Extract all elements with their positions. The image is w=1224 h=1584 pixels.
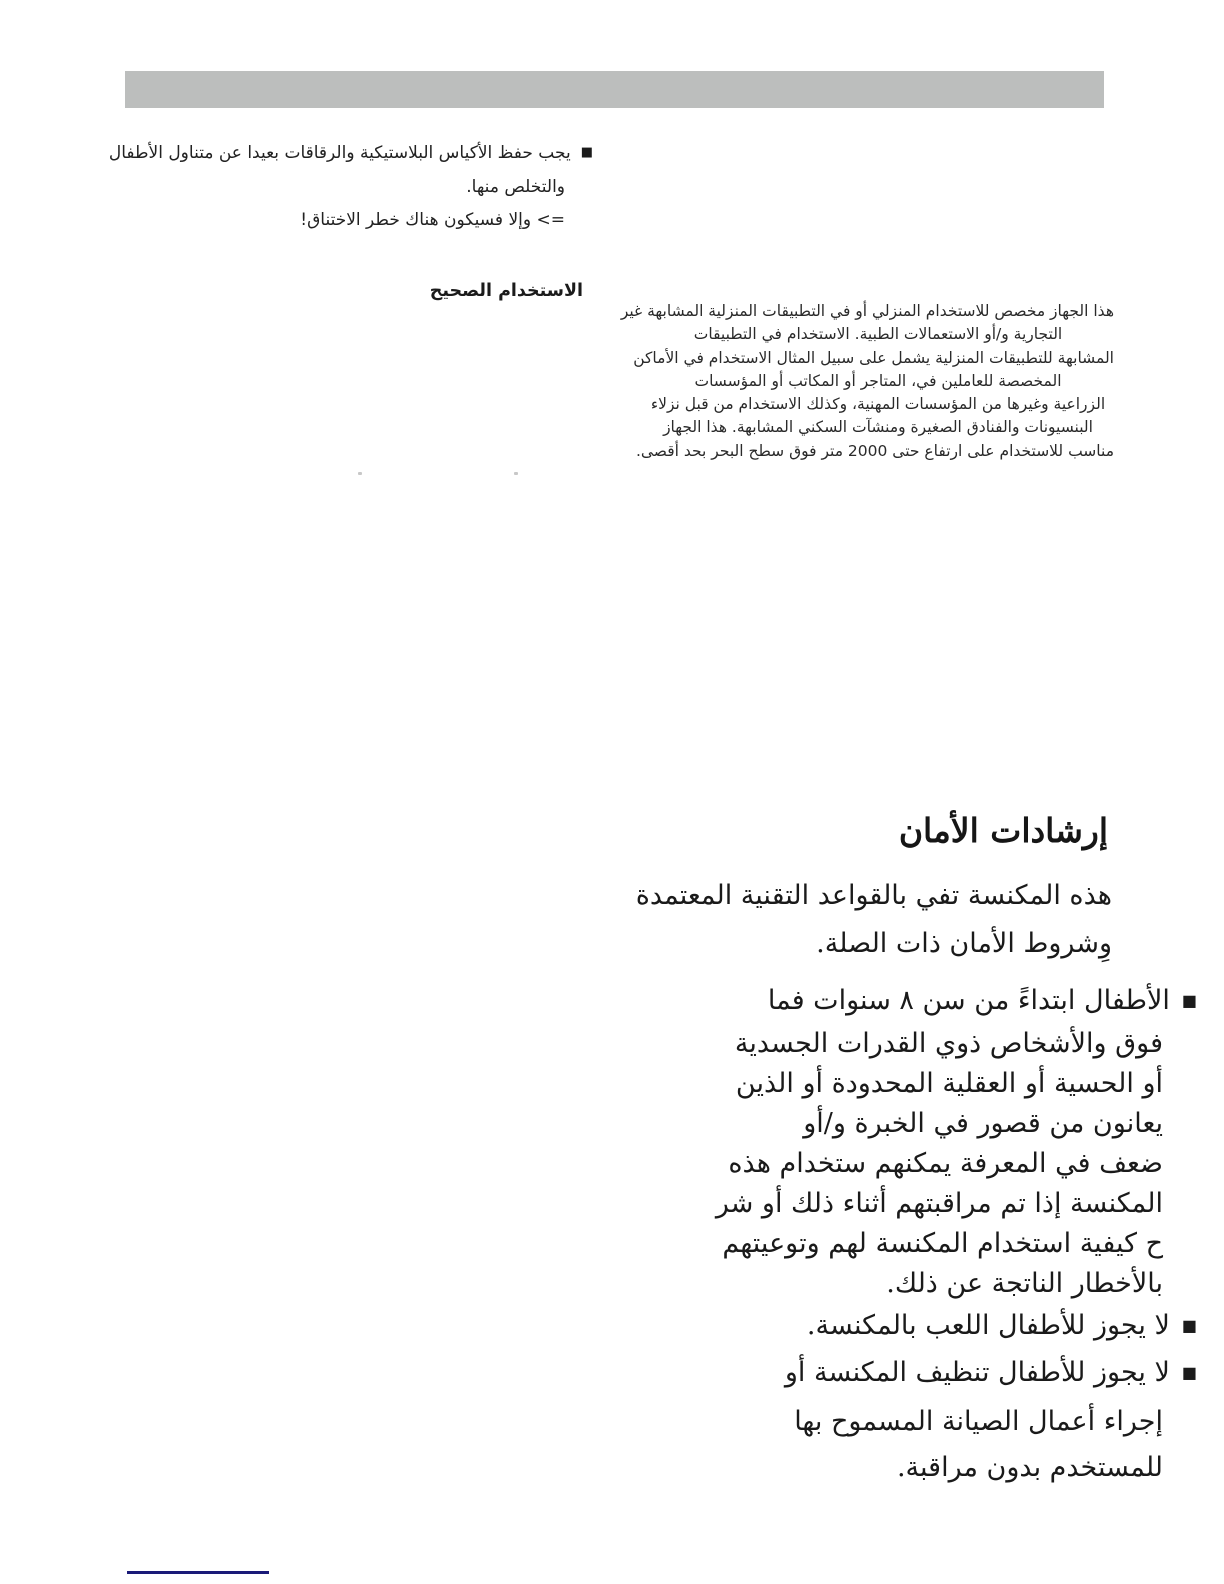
list-item-line: إجراء أعمال الصيانة المسموح بها — [794, 1406, 1163, 1437]
list-item-line — [557, 1350, 1197, 1399]
proper-use-paragraph — [620, 300, 1114, 463]
warning-line: والتخلص منها. — [466, 177, 565, 197]
safety-intro-paragraph — [552, 872, 1112, 968]
paragraph-line: هذا الجهاز مخصص للاستخدام المنزلي أو في التطبيقات المنزلية المشابهة غير — [620, 302, 1114, 320]
paragraph-line: الزراعية وغيرها من المؤسسات المهنية، وكذلك الاستخدام من قبل نزلاء — [650, 395, 1106, 414]
paragraph-line: المشابهة للتطبيقات المنزلية يشمل على سبيل المثال الاستخدام في الأماكن — [633, 348, 1114, 367]
warning-line: => وإلا فسيكون هناك خطر الاختناق! — [300, 210, 565, 230]
bullet-square-icon: ■ — [1181, 991, 1197, 1010]
warning-text: يجب حفظ الأكياس البلاستيكية والرقاقات بعيدا عن متناول الأطفال — [108, 143, 571, 163]
paragraph-line: مناسب للاستخدام على ارتفاع حتى 2000 متر فوق سطح البحر بحد أقصى. — [635, 441, 1114, 460]
list-item-line: ح كيفية استخدام المكنسة لهم وتوعيتهم — [722, 1228, 1163, 1259]
header-bar — [125, 71, 1104, 108]
paragraph-line: البنسيونات والفنادق الصغيرة ومنشآت السكني المشابهة. هذا الجهاز — [663, 418, 1093, 437]
list-item-line — [557, 981, 1197, 1024]
safety-list-item — [557, 1350, 1197, 1491]
list-item-text: الأطفال ابتداءً من سن ٨ سنوات فما — [767, 985, 1170, 1016]
list-item-line: فوق والأشخاص ذوي القدرات الجسدية — [734, 1028, 1163, 1059]
list-item-line — [557, 1306, 1197, 1349]
paragraph-line: هذه المكنسة تفي بالقواعد التقنية المعتمدة — [635, 880, 1112, 911]
list-item-text: لا يجوز للأطفال تنظيف المكنسة أو — [784, 1357, 1170, 1388]
list-item-line: المكنسة إذا تم مراقبتهم أثناء ذلك أو شر — [715, 1188, 1163, 1219]
paragraph-line: وِشروط الأمان ذات الصلة. — [816, 928, 1112, 959]
safety-list-item — [557, 981, 1197, 1304]
list-item-line: أو الحسية أو العقلية المحدودة أو الذين — [735, 1068, 1163, 1099]
list-item-line: بالأخطار الناتجة عن ذلك. — [886, 1268, 1163, 1299]
bullet-square-icon: ■ — [1181, 1316, 1197, 1335]
paragraph-line: المخصصة للعاملين في، المتاجر أو المكاتب أو المؤسسات — [694, 371, 1062, 390]
safety-section-heading: إرشادات الأمان — [898, 811, 1108, 850]
bullet-square-icon: ■ — [580, 145, 593, 160]
scan-speck — [358, 472, 362, 475]
list-item-line: ضعف في المعرفة يمكنهم ستخدام هذه — [728, 1148, 1163, 1179]
list-item-line: للمستخدم بدون مراقبة. — [896, 1452, 1163, 1483]
safety-list-item — [557, 1306, 1197, 1349]
footer-rule — [127, 1571, 269, 1574]
scan-speck — [514, 472, 518, 475]
paragraph-line: التجارية و/أو الاستعمالات الطبية. الاستخدام في التطبيقات — [693, 325, 1063, 344]
bullet-square-icon: ■ — [1181, 1363, 1197, 1382]
list-item-line: يعانون من قصور في الخبرة و/أو — [803, 1108, 1163, 1139]
warning-line — [53, 137, 593, 171]
proper-use-heading: الاستخدام الصحيح — [429, 281, 583, 301]
list-item-text: لا يجوز للأطفال اللعب بالمكنسة. — [806, 1310, 1170, 1341]
top-warning-note — [53, 137, 593, 237]
